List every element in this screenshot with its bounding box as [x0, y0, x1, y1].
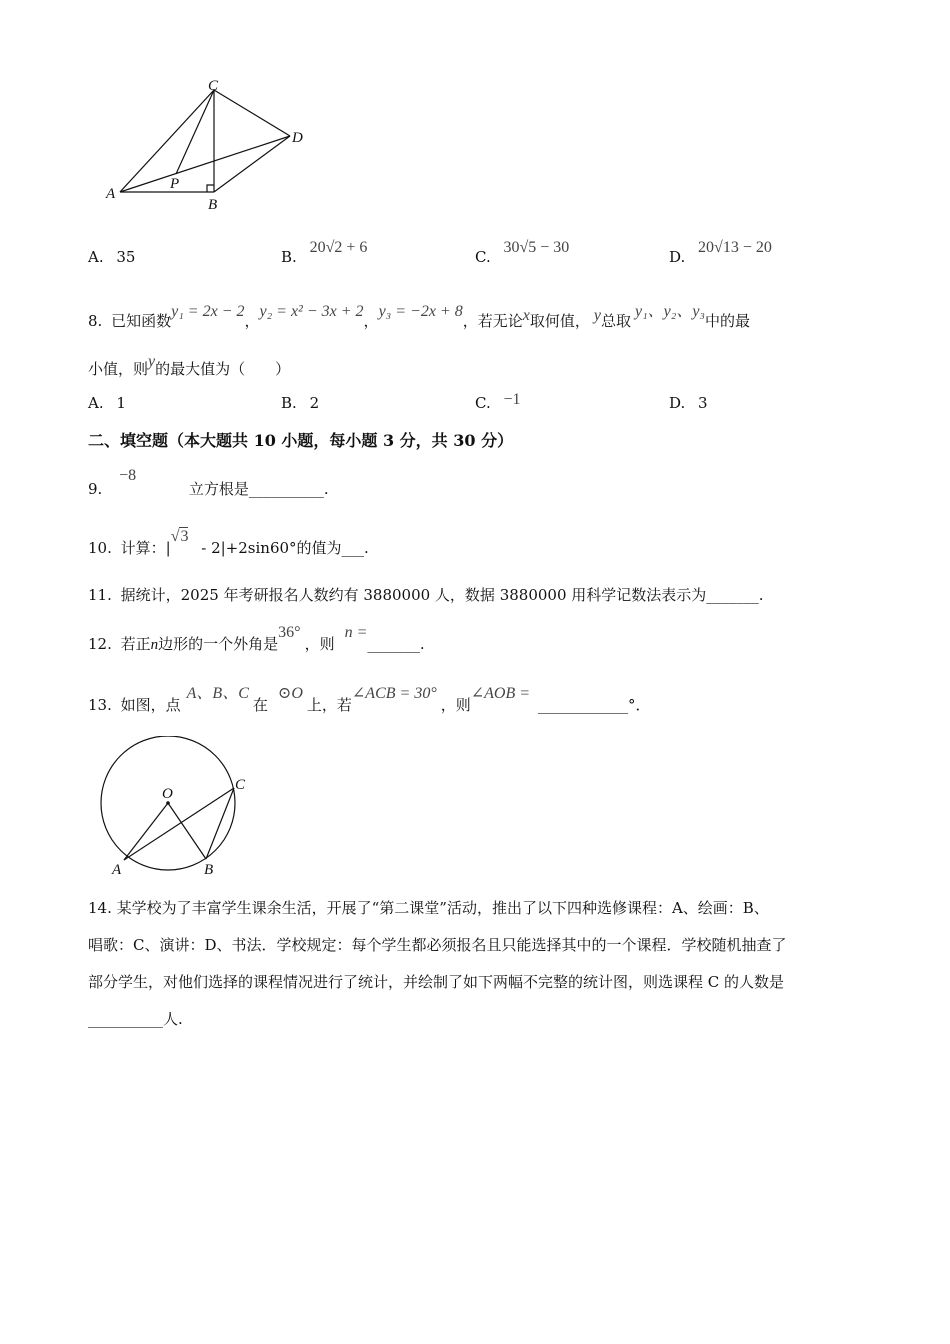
q8-option-c[interactable]: C. −1: [475, 391, 521, 412]
segment-oa: [124, 803, 168, 860]
segment-bc: [206, 788, 234, 859]
label-b: B: [208, 197, 218, 213]
label-d: D: [292, 130, 303, 146]
q14-line3: 部分学生，对他们选择的课程情况进行了统计，并绘制了如下两幅不完整的统计图，则选课程 C 的人数是: [88, 973, 785, 991]
q14-line2: 唱歌：C、演讲：D、书法．学校规定：每个学生都必须报名且只能选择其中的一个课程．学校随机抽查了: [88, 936, 787, 954]
label-o: O: [162, 786, 173, 802]
label-a: A: [106, 186, 116, 202]
segment-cd: [214, 90, 290, 136]
right-angle-mark: [207, 185, 214, 192]
q9: 9. −8 立方根是__________.: [88, 467, 329, 498]
q10: 10. 计算：|√3 - 2|+2sin60°的值为___.: [88, 528, 369, 557]
q8-option-d[interactable]: D. 3: [669, 394, 708, 412]
q14-line1: 14. 某学校为了丰富学生课余生活，开展了“第二课堂”活动，推出了以下四种选修课程：A、绘画：B、: [88, 899, 769, 917]
segment-ac: [124, 788, 234, 860]
q7-option-a[interactable]: A. 35: [88, 248, 136, 266]
label-b: B: [204, 862, 214, 878]
q8-line2: 小值，则y的最大值为（ ）: [88, 353, 291, 378]
q8-option-b[interactable]: B. 2: [281, 394, 320, 412]
label-c: C: [208, 78, 219, 94]
segment-ob: [168, 803, 206, 859]
q7-option-d[interactable]: D. 20√13 − 20: [669, 239, 772, 266]
geometry-figure-quadrilateral: [100, 78, 330, 218]
label-c: C: [235, 777, 246, 793]
section-2-title: 二、填空题（本大题共 10 小题，每小题 3 分，共 30 分）: [88, 431, 514, 450]
segment-cp: [176, 90, 214, 174]
segment-bd: [214, 136, 290, 192]
q13: 13. 如图，点A、B、C在⊙O上，若∠ACB = 30°，则∠AOB =____________°．: [88, 685, 651, 714]
label-a: A: [112, 862, 122, 878]
q12: 12. 若正n边形的一个外角是36°，则n =_______.: [88, 624, 425, 653]
geometry-figure-circle: [96, 736, 266, 882]
q8-option-a[interactable]: A. 1: [88, 394, 126, 412]
q7-option-b[interactable]: B. 20√2 + 6: [281, 239, 368, 266]
q11: 11. 据统计，2025 年考研报名人数约有 3880000 人，数据 3880000 用科学记数法表示为_______.: [88, 586, 764, 604]
q7-option-c[interactable]: C. 30√5 − 30: [475, 239, 570, 266]
label-p: P: [170, 176, 180, 192]
q8-line1: 8. 已知函数y₁ = 2x − 2，y₂ = x² − 3x + 2，y₃ = −2x + 8，若无论x取何值， y总取y₁、y₂、y₃中的最: [88, 303, 750, 330]
q14-line4: __________人.: [88, 1010, 183, 1028]
